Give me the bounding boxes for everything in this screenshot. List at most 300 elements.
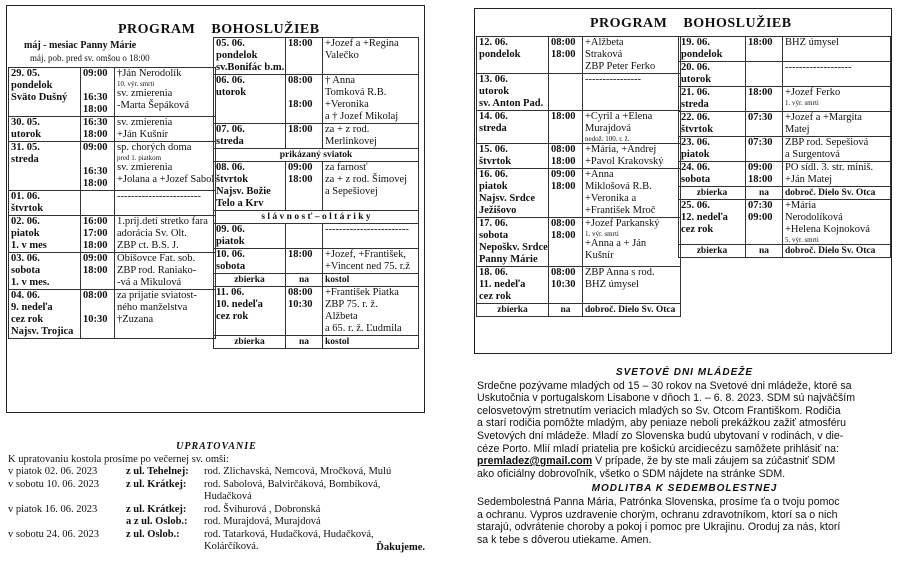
day-note: sv.Bonifác b.m. [216,62,285,73]
cleaning-row [8,516,425,529]
mass-time: 07:30 [748,200,773,211]
mass-time: 18:00 [748,37,773,48]
collection-purpose: dobroč. Dielo Sv. Otca [583,304,681,317]
intention-cell [115,253,216,290]
day-cell [9,142,81,191]
intention: za + z rod. Šimovej [325,174,408,185]
left-month-header: máj - mesiac Panny Márie [24,40,137,51]
schedule-row [679,62,891,87]
collection-row [214,274,419,287]
intention: +Anna [585,169,614,180]
intention: Miklošová R.B. [585,181,652,192]
time-cell [81,68,115,117]
intention: Tomková R.B. [325,87,387,98]
mass-time: 10:30 [83,314,108,325]
cleaning-families: rod. Švihurová , Dobronská [204,503,321,515]
intention: 10. výr. smrti [117,80,155,88]
cleaning-families: Hudačková [204,491,252,502]
day-cell [214,249,286,274]
schedule-row [214,38,419,75]
banner-cell: prikázaný sviatok [214,149,419,162]
day-cell [214,75,286,124]
day-cell [477,169,549,218]
day-cell [477,74,549,111]
cleaning-street: a z ul. Oslob.: [126,516,188,527]
prayer-line: Sedembolestná Panna Mária, Patrónka Slovenska, prosíme ťa o tvoju pomoc [477,495,840,508]
intention-cell [115,68,216,117]
mass-time: 18:00 [83,104,108,115]
mass-time: 18:00 [551,181,576,192]
intention: 5. výr. smrti [785,236,819,244]
intention: +Ján Kušnír [117,129,169,140]
schedule-row [214,287,419,336]
time-cell [286,224,323,249]
mass-time: 08:00 [288,287,313,298]
time-cell [286,287,323,336]
intention-cell [323,38,419,75]
day-note: Nepoškv. Srdce [479,242,548,253]
intention-cell [583,74,681,111]
weekday: sobota [11,265,41,276]
cleaning-date: v piatok 02. 06. 2023 [8,466,98,477]
intention-cell [115,290,216,339]
intention-cell [323,287,419,336]
date: 31. 05. [11,142,40,153]
intention: †Zuzana [117,314,154,325]
intention: +Helena Kojnoková [785,224,870,235]
intention: +Cyril a +Elena [585,111,653,122]
day-note: Najsv. Srdce [479,193,535,204]
intention: -Marta Šepáková [117,100,190,111]
time-cell [286,38,323,75]
left-schedule-col-a [8,67,216,339]
weekday: 9. nedeľa [11,302,53,313]
day-cell [9,68,81,117]
weekday: pondelok [681,49,723,60]
date: 16. 06. [479,169,508,180]
weekday: utorok [11,129,42,140]
date: 10. 06. [216,249,245,260]
weekday: streda [479,123,507,134]
day-note-2: Telo a Krv [216,198,264,209]
wyd-line: Uskutočnia v portugalskom Lisabone v dňoch 1. – 6. 8. 2023. SDM sú najväčším [477,392,856,405]
day-note: 1. v mes [11,240,47,251]
schedule-row [477,111,681,144]
time-cell [286,162,323,211]
schedule-row [477,37,681,74]
schedule-row [679,87,891,112]
intention: Alžbeta [325,311,358,322]
mass-time: 09:00 [748,212,773,223]
cleaning-row [8,491,425,504]
day-cell [679,200,746,245]
mass-time: 18:00 [288,38,313,49]
intention: +Mária [785,200,816,211]
intention: Murajdová [585,123,632,134]
day-cell [679,112,746,137]
intention-cell [115,216,216,253]
schedule-row [9,142,216,191]
weekday: sobota [216,261,246,272]
day-cell [477,37,549,74]
intention: +Mária, +Andrej [585,144,657,155]
intention: Merlinkovej [325,136,377,147]
intention: ---------------- [585,74,641,85]
intention-cell [583,37,681,74]
mass-time: 07:30 [748,137,773,148]
prayer-line: a ochranu. Vypros uzdravenie chorým, ochranu zdravotníkom, ktorí sa o nich [477,508,838,521]
day-cell [679,62,746,87]
mass-time: 09:00 [83,253,108,264]
mass-time: 16:30 [83,92,108,103]
time-cell [81,216,115,253]
intention: ------------------------ [325,224,409,235]
intention: a 65. r. ž. Ľudmila [325,323,402,334]
schedule-row [214,249,419,274]
intention: +Jozef Parkanský [585,218,660,229]
intention: a Surgentová [785,149,840,160]
schedule-row [679,162,891,187]
intention: za farnosť [325,162,368,173]
schedule-row [9,253,216,290]
cleaning-row [8,504,425,517]
intention: sv. zmierenia [117,117,173,128]
intention: Kušnír [585,250,614,261]
day-note-2: Panny Márie [479,254,538,265]
mass-time: 18:00 [83,265,108,276]
weekday: štvrtok [11,203,44,214]
intention-cell [115,117,216,142]
day-cell [214,38,286,75]
weekday: pondelok [216,50,258,61]
date: 18. 06. [479,267,508,278]
day-cell [679,137,746,162]
mass-time: 16:30 [83,166,108,177]
intention: +František Mroč [585,205,656,216]
mass-time: 09:00 [748,162,773,173]
right-schedule-col-b [678,36,891,258]
intention-cell [783,62,891,87]
time-cell [746,62,783,87]
celebration-cell: s l á v n o s ť – o l t á r i k y [214,211,419,224]
cleaning-street: z ul. Krátkej: [126,478,187,490]
time-cell [549,37,583,74]
day-cell [477,267,549,304]
intention: 1.prij.detí stretko fara [117,216,208,227]
intention: sp. chorých doma [117,142,192,153]
schedule-row [9,117,216,142]
wyd-email-after: V prípade, že by ste mali záujem sa zúčastniť SDM [592,455,836,468]
weekday: utorok [681,74,712,85]
intention: +Pavol Krakovský [585,156,664,167]
schedule-row [679,137,891,162]
intention-cell [583,218,681,267]
intention: za + z rod. [325,124,370,135]
date: 13. 06. [479,74,508,85]
mass-time: 10:30 [551,279,576,290]
intention: ZBP Peter Ferko [585,61,656,72]
time-cell [549,111,583,144]
time-cell [549,169,583,218]
date: 17. 06. [479,218,508,229]
date: 25. 06. [681,200,710,211]
day-cell [477,111,549,144]
schedule-row [214,162,419,211]
cleaning-street: z ul. Krátkej: [126,503,187,515]
intention: +Vincent ned 75. r.ž [325,261,410,272]
mass-time: 08:00 [551,267,576,278]
time-cell [286,249,323,274]
intention: a Sepešiovej [325,186,378,197]
date: 09. 06. [216,224,245,235]
prayer-line: starajú, odvrátenie choroby a pokoj i pomoc pre Ukrajinu. Oroduj za nás, ktorí [477,521,841,534]
weekday: 12. nedeľa [681,212,728,223]
wyd-text [477,380,892,456]
intention: ZBP 75. r. ž. [325,299,378,310]
schedule-row [477,74,681,111]
intention: sv. zmierenia [117,88,173,99]
mass-time: 08:00 [551,37,576,48]
day-cell [679,87,746,112]
wyd-line: a starí rodičia pomôžte mladým, aby peniaze neboli prekážkou zažiť atmosféru [477,417,847,430]
mass-time [83,154,112,166]
wyd-line: Srdečne pozývame mladých od 15 – 30 rokov na Svetové dni mládeže, ktoré sa [477,379,852,392]
time-cell [81,290,115,339]
intention: +Jozef a +Margita [785,112,862,123]
schedule-row [214,75,419,124]
date: 06. 06. [216,75,245,86]
collection-purpose: kostol [323,336,419,349]
intention: +Jolana a +Jozef Sabol [117,174,215,185]
date: 12. 06. [479,37,508,48]
collection-na: na [746,187,783,200]
intention-cell [783,112,891,137]
weekday: streda [681,99,709,110]
intention-cell [323,124,419,149]
collection-row [679,245,891,258]
left-program-title: PROGRAM BOHOSLUŽIEB [118,22,320,37]
wyd-section [477,367,892,546]
intention: Matej [785,124,810,135]
day-note: cez rok [11,314,44,325]
intention: ného manželstva [117,302,188,313]
collection-label: zbierka [679,245,746,258]
schedule-row [679,200,891,245]
cleaning-rows [8,466,425,554]
collection-na: na [286,336,323,349]
wyd-email-line [477,455,892,468]
weekday: piatok [216,236,245,247]
left-schedule-col-b [213,37,419,349]
intention: 1. výr. smrti [585,230,619,238]
time-cell [746,112,783,137]
mass-time: 18:00 [748,87,773,98]
schedule-row [477,267,681,304]
schedule-row [214,124,419,149]
mass-time: 16:00 [83,216,108,227]
weekday: utorok [216,87,247,98]
day-cell [9,253,81,290]
date: 02. 06. [11,216,40,227]
intention-cell [115,191,216,216]
intention: ------------------- [785,62,852,73]
date: 29. 05. [11,68,40,79]
mass-time: 09:00 [288,162,313,173]
mass-time: 10:30 [288,299,313,310]
weekday: streda [11,154,39,165]
collection-label: zbierka [679,187,746,200]
time-cell [549,267,583,304]
intention: ZBP Anna s rod. [585,267,655,278]
schedule-row [214,224,419,249]
day-note: 1. v mes. [11,277,50,288]
collection-label: zbierka [214,274,286,287]
intention-cell [783,87,891,112]
collection-label: zbierka [477,304,549,317]
day-cell [9,117,81,142]
collection-na: na [746,245,783,258]
day-cell [9,191,81,216]
intention: +Jozef Ferko [785,87,841,98]
intention-cell [115,142,216,191]
intention: ZBP rod. Sepešiová [785,137,869,148]
intention: +Jozef, +František, [325,249,406,260]
day-cell [9,216,81,253]
mass-time: 18:00 [83,178,108,189]
collection-label: zbierka [214,336,286,349]
date: 08. 06. [216,162,245,173]
intention: +Alžbeta [585,37,624,48]
intention-cell [323,249,419,274]
intention: +Jozef a +Regina [325,38,399,49]
wyd-email-link[interactable]: premladez@gmail.com [477,455,593,468]
weekday: 11. nedeľa [479,279,526,290]
intention: Straková [585,49,623,60]
date: 01. 06. [11,191,40,202]
cleaning-title: UPRATOVANIE [176,441,257,452]
collection-row [477,304,681,317]
intention-cell [583,144,681,169]
mass-time: 18:00 [288,124,313,135]
weekday: streda [216,136,244,147]
schedule-row [9,68,216,117]
cleaning-families: rod. Tatarková, Hudačková, Hudačková, [204,528,374,540]
day-note: Sväto Dušný [11,92,68,103]
day-note-2: Ježišovo [479,205,517,216]
time-cell [746,87,783,112]
weekday: pondelok [479,49,521,60]
mass-time: 16:30 [83,117,108,128]
intention: † Anna [325,75,356,86]
intention: Valečko [325,50,359,61]
date: 20. 06. [681,62,710,73]
date: 05. 06. [216,38,245,49]
time-cell [746,162,783,187]
weekday: piatok [11,228,40,239]
schedule-row [477,169,681,218]
intention: -vá a Mikulová [117,277,182,288]
mass-time: 18:00 [288,174,313,185]
intention: †Ján Nerodolík [117,68,182,79]
schedule-row [9,191,216,216]
mass-time: 18:00 [83,240,108,251]
prayer-text [477,496,892,546]
date: 15. 06. [479,144,508,155]
day-note: cez rok [216,311,249,322]
intention-cell [783,137,891,162]
time-cell [81,117,115,142]
mass-time: 08:00 [288,75,313,86]
prayer-line: sa k tebe s dôverou utiekame. Amen. [477,533,652,546]
time-cell [286,124,323,149]
date: 21. 06. [681,87,710,98]
mass-time [83,302,112,314]
cleaning-thanks: Ďakujeme. [376,541,425,553]
day-cell [679,37,746,62]
wyd-line: celosvetovým stretnutím veriacich mladých so Sv. Otcom Františkom. Rodičia [477,404,841,417]
intention: +Veronika a [585,193,637,204]
intention-cell [583,267,681,304]
intention: sv. zmierenia [117,162,173,173]
intention-cell [783,162,891,187]
intention-cell [323,224,419,249]
weekday: piatok [479,181,508,192]
time-cell [549,218,583,267]
intention: BHZ úmysel [585,279,639,290]
cleaning-families: rod. Sabolová, Balvirčáková, Bombíková, [204,478,381,490]
left-month-subheader: máj. pob. pred sv. omšou o 18:00 [30,53,150,63]
cleaning-row [8,479,425,492]
wyd-title: SVETOVÉ DNI MLÁDEŽE [615,367,754,378]
right-program-title: PROGRAM BOHOSLUŽIEB [590,16,792,31]
date: 11. 06. [216,287,245,298]
intention: 1. výr. smrti [785,99,819,107]
intention-cell [323,162,419,211]
date: 14. 06. [479,111,508,122]
collection-purpose: dobroč. Dielo Sv. Otca [783,187,891,200]
intention: adorácia Sv. Olt. [117,228,187,239]
mass-time: 08:00 [551,218,576,229]
time-cell [286,75,323,124]
wyd-line: céze Porto. Mlií mladí priatelia pre košickú arcidiecézu samôžete prihlásiť na: [477,442,839,455]
cleaning-families: Kolárčíková. [204,541,259,552]
date: 23. 06. [681,137,710,148]
schedule-row [9,290,216,339]
mass-time: 18:00 [748,174,773,185]
wyd-last-line: ako oficiálny dobrovoľník, všetko o SDM nájdete na stránke SDM. [477,467,786,480]
weekday: pondelok [11,80,53,91]
time-cell [81,253,115,290]
mass-time: 18:00 [83,129,108,140]
mass-time: 09:00 [83,68,108,79]
mass-time: 18:00 [288,99,313,110]
mass-time: 18:00 [288,249,313,260]
intention: +Veronika [325,99,369,110]
weekday: 10. nedeľa [216,299,263,310]
day-cell [214,287,286,336]
schedule-row [9,216,216,253]
intention: +František Piatka [325,287,399,298]
collection-purpose: kostol [323,274,419,287]
time-cell [746,137,783,162]
collection-purpose: dobroč. Dielo Sv. Otca [783,245,891,258]
intention-cell [783,200,891,245]
collection-row [679,187,891,200]
mass-time [83,80,112,92]
date: 04. 06. [11,290,40,301]
intention: Nerodolíková [785,212,843,223]
schedule-row [679,112,891,137]
